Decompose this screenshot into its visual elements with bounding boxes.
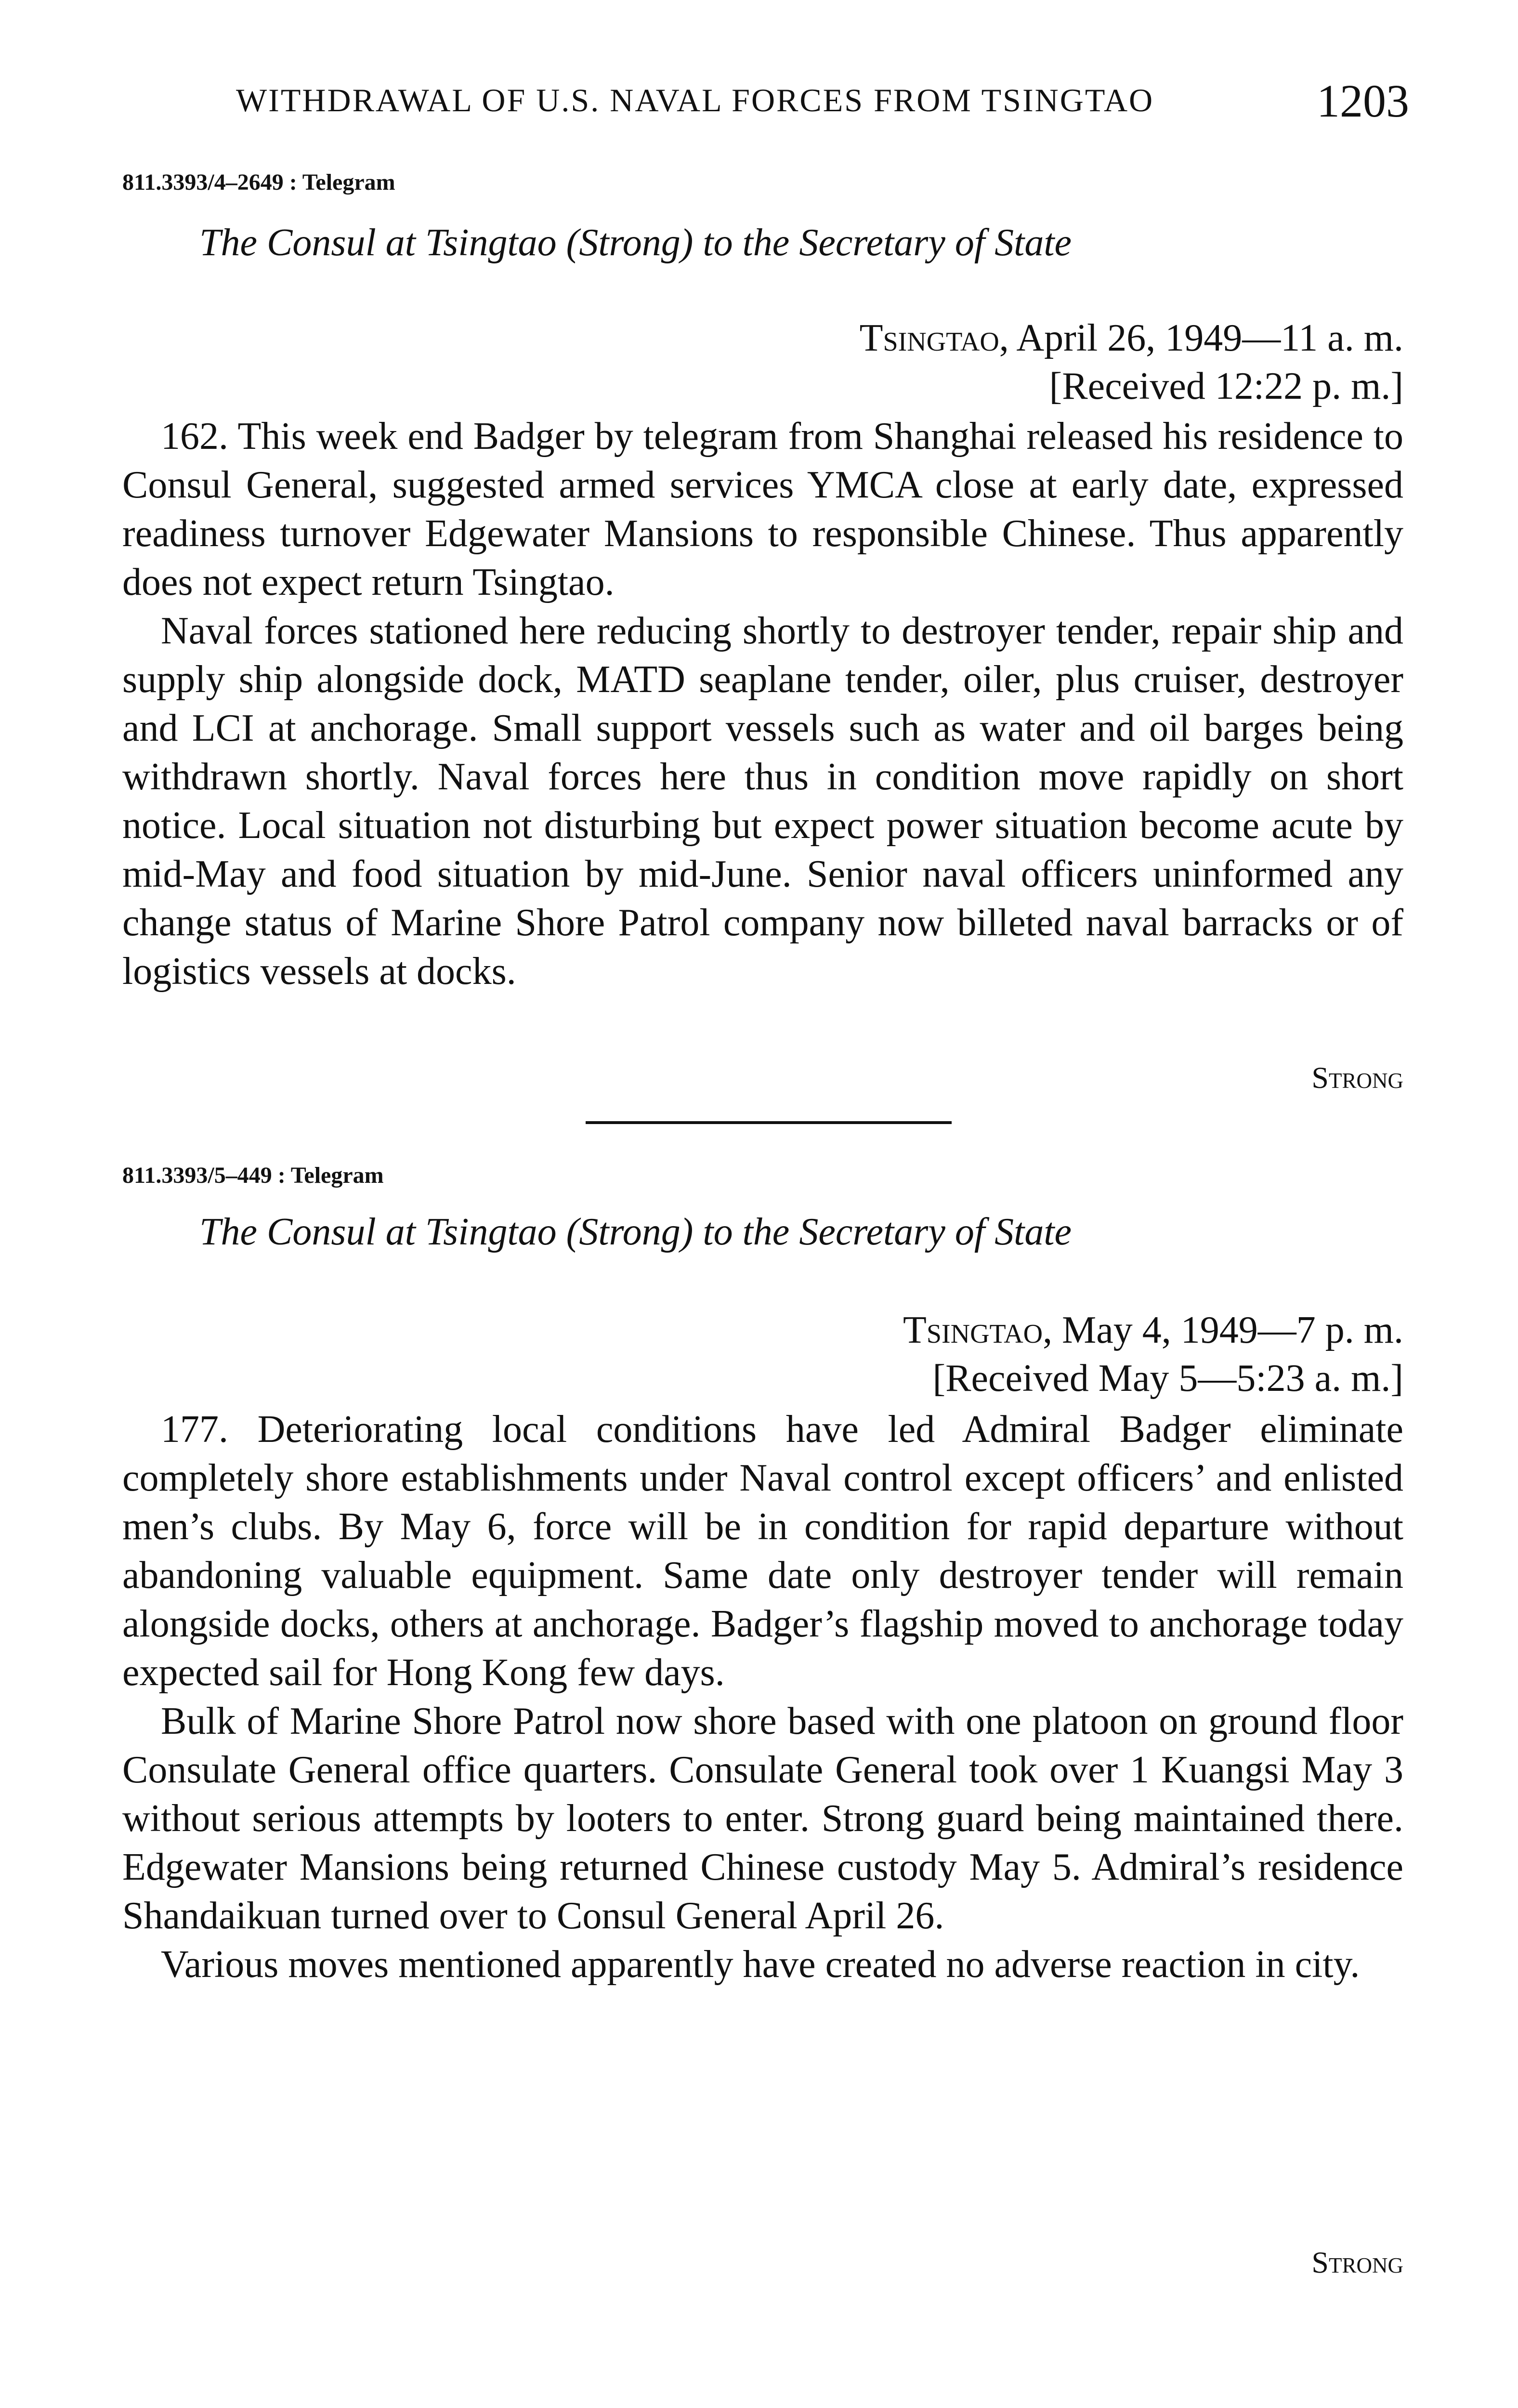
signature: Strong [1311, 1060, 1403, 1095]
file-reference: 811.3393/5–449 : Telegram [122, 1163, 384, 1188]
signature: Strong [1311, 2245, 1403, 2279]
document-title: The Consul at Tsingtao (Strong) to the Secretary of State [199, 222, 1072, 264]
page-number: 1203 [1317, 75, 1409, 127]
telegram-2-body [122, 1405, 1403, 1989]
body-paragraph: 177. Deteriorating local conditions have led Admiral Badger eliminate completely shore establishments under Naval control except officers’ and enlisted men’s clubs. By May 6, force will be in condition for rapid departure without abandoning valuable equipment. Same date only destroyer tender will remain alongside docks, others at anchorage. Badger’s flagship moved to anchorage today expected sail for Hong Kong few days. [122, 1408, 1403, 1694]
telegram-1-body [122, 412, 1403, 996]
dateline-place: Tsingtao, [859, 317, 1009, 359]
body-paragraph: Various moves mentioned apparently have created no adverse reaction in city. [161, 1943, 1360, 1986]
body-paragraph: Naval forces stationed here reducing shortly to destroyer tender, repair ship and supply ship alongside dock, MATD seaplane tender, oiler, plus cruiser, destroyer and LCI at anchorage. Small support vessels such as water and oil barges being withdrawn shortly. Naval forces here thus in condition move rapidly on short notice. Local situation not disturbing but expect power situation become acute by mid-May and food situation by mid-June. Senior naval officers uninformed any change status of Marine Shore Patrol company now billeted naval barracks or of logistics vessels at docks. [122, 610, 1403, 993]
telegram-2-signature-block [122, 2242, 1403, 2282]
dateline-place: Tsingtao, [903, 1309, 1053, 1351]
body-paragraph: 162. This week end Badger by telegram from Shanghai released his residence to Consul General, suggested armed services YMCA close at early date, expressed readiness turnover Edgewater Mansions to responsible Chinese. Thus apparently does not expect return Tsingtao. [122, 415, 1403, 603]
telegram-2-file-ref-block [122, 1162, 1403, 1190]
telegram-2-dateline-block [122, 1306, 1403, 1402]
dateline [122, 1306, 1403, 1354]
telegram-1-file-ref-block [122, 169, 1403, 196]
telegram-1-signature-block [122, 1058, 1403, 1098]
file-reference: 811.3393/4–2649 : Telegram [122, 170, 395, 195]
received-line: [Received May 5—5:23 a. m.] [932, 1357, 1403, 1400]
received-line: [Received 12:22 p. m.] [1049, 365, 1403, 407]
document-title: The Consul at Tsingtao (Strong) to the Secretary of State [199, 1211, 1072, 1253]
section-divider [586, 1121, 952, 1124]
body-paragraph: Bulk of Marine Shore Patrol now shore based with one platoon on ground floor Consulate General office quarters. Consulate General took over 1 Kuangsi May 3 without serious attempts by looters to enter. Strong guard being maintained there. Edgewater Mansions being returned Chinese custody May 5. Admiral’s residence Shandaikuan turned over to Consul General April 26. [122, 1700, 1403, 1937]
telegram-2-title-block [122, 1209, 1403, 1255]
dateline-time: May 4, 1949—7 p. m. [1062, 1309, 1403, 1351]
dateline-time: April 26, 1949—11 a. m. [1016, 317, 1403, 359]
telegram-1-title-block [122, 220, 1403, 266]
telegram-1-dateline-block [122, 314, 1403, 410]
dateline [122, 314, 1403, 362]
running-head: WITHDRAWAL OF U.S. NAVAL FORCES FROM TSINGTAO [236, 82, 1154, 118]
